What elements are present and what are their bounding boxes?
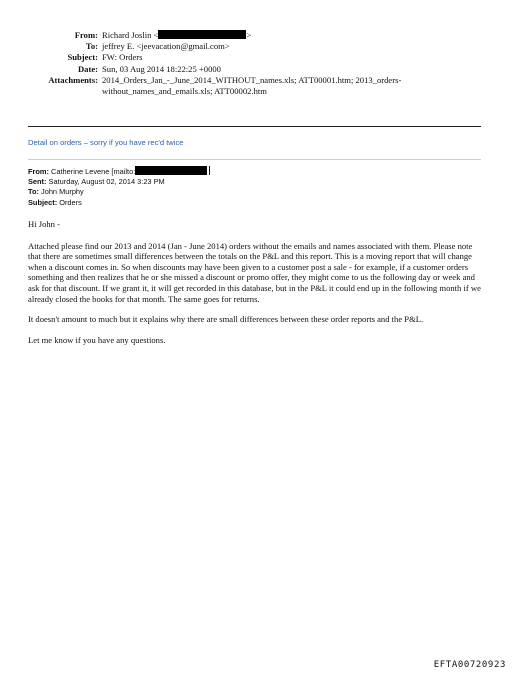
attachments-line2: without_names_and_emails.xls; ATT00002.htm: [102, 86, 267, 97]
header-attachments-row: [0, 75, 512, 97]
forward-note: Detail on orders – sorry if you have rec'd twice: [28, 138, 184, 147]
fwd-sent-label: Sent:: [28, 177, 47, 187]
attachments-label: Attachments:: [48, 74, 98, 85]
header-date-row: [0, 64, 512, 75]
fwd-from-label: From:: [28, 167, 49, 176]
fwd-subject-label: Subject:: [28, 197, 58, 207]
fwd-subject-value: Orders: [59, 197, 82, 207]
fwd-subject-row: [28, 198, 210, 208]
date-value: Sun, 03 Aug 2014 18:22:25 +0000: [102, 63, 221, 74]
date-label: Date:: [77, 63, 98, 74]
fwd-to-value: John Murphy: [41, 187, 84, 197]
body-paragraph-2: It doesn't amount to much but it explains why there are small differences between these order reports and the P&L.: [28, 314, 424, 325]
fwd-sent-row: [28, 177, 210, 187]
body-paragraph-1: Attached please find our 2013 and 2014 (Jan - June 2014) orders without the emails and names associated with them. Please note that there are sometimes small differences between the totals on the P&L and this report. This is a moving report that will change when a discount comes in. So when discounts may have been given to a customer post a sale - for example, if a customer orders something and then realizes that he or she missed a discount or promo offer, they might come to us the following day or week and ask for that discount. If we grant it, it will get recorded in this database, but in the P&L it could end up in the following month if we already closed the books for that month. The same goes for returns.: [28, 240, 481, 304]
fwd-from-value: Catherine Levene [mailto:: [51, 167, 136, 176]
bracket-mark: [207, 166, 210, 175]
header-to-row: [0, 41, 512, 52]
document-id: EFTA00720923: [433, 660, 506, 670]
body-paragraph-3: Let me know if you have any questions.: [28, 334, 166, 345]
forwarded-header: [28, 166, 210, 208]
from-close: >: [246, 30, 252, 40]
header-divider: [28, 126, 481, 127]
to-label: To:: [85, 41, 98, 52]
attachments-line1: 2014_Orders_Jan_-_June_2014_WITHOUT_names.xls; ATT00001.htm; 2013_orders-: [102, 74, 402, 85]
redaction-box: [158, 30, 246, 39]
from-label: From:: [74, 30, 98, 40]
subject-value: FW: Orders: [102, 52, 143, 63]
forward-divider: [28, 159, 481, 160]
greeting: Hi John -: [28, 219, 60, 229]
fwd-from-row: [28, 166, 210, 177]
to-value: jeffrey E. <jeevacation@gmail.com>: [102, 41, 230, 52]
header-from-row: [0, 30, 512, 41]
redaction-box: [135, 166, 207, 175]
fwd-to-label: To:: [28, 187, 39, 197]
email-body: [28, 219, 483, 355]
from-value: Richard Joslin <: [102, 30, 159, 40]
email-header: [0, 30, 512, 97]
fwd-sent-value: Saturday, August 02, 2014 3:23 PM: [48, 177, 165, 187]
fwd-to-row: [28, 187, 210, 197]
subject-label: Subject:: [67, 52, 98, 63]
header-subject-row: [0, 52, 512, 63]
